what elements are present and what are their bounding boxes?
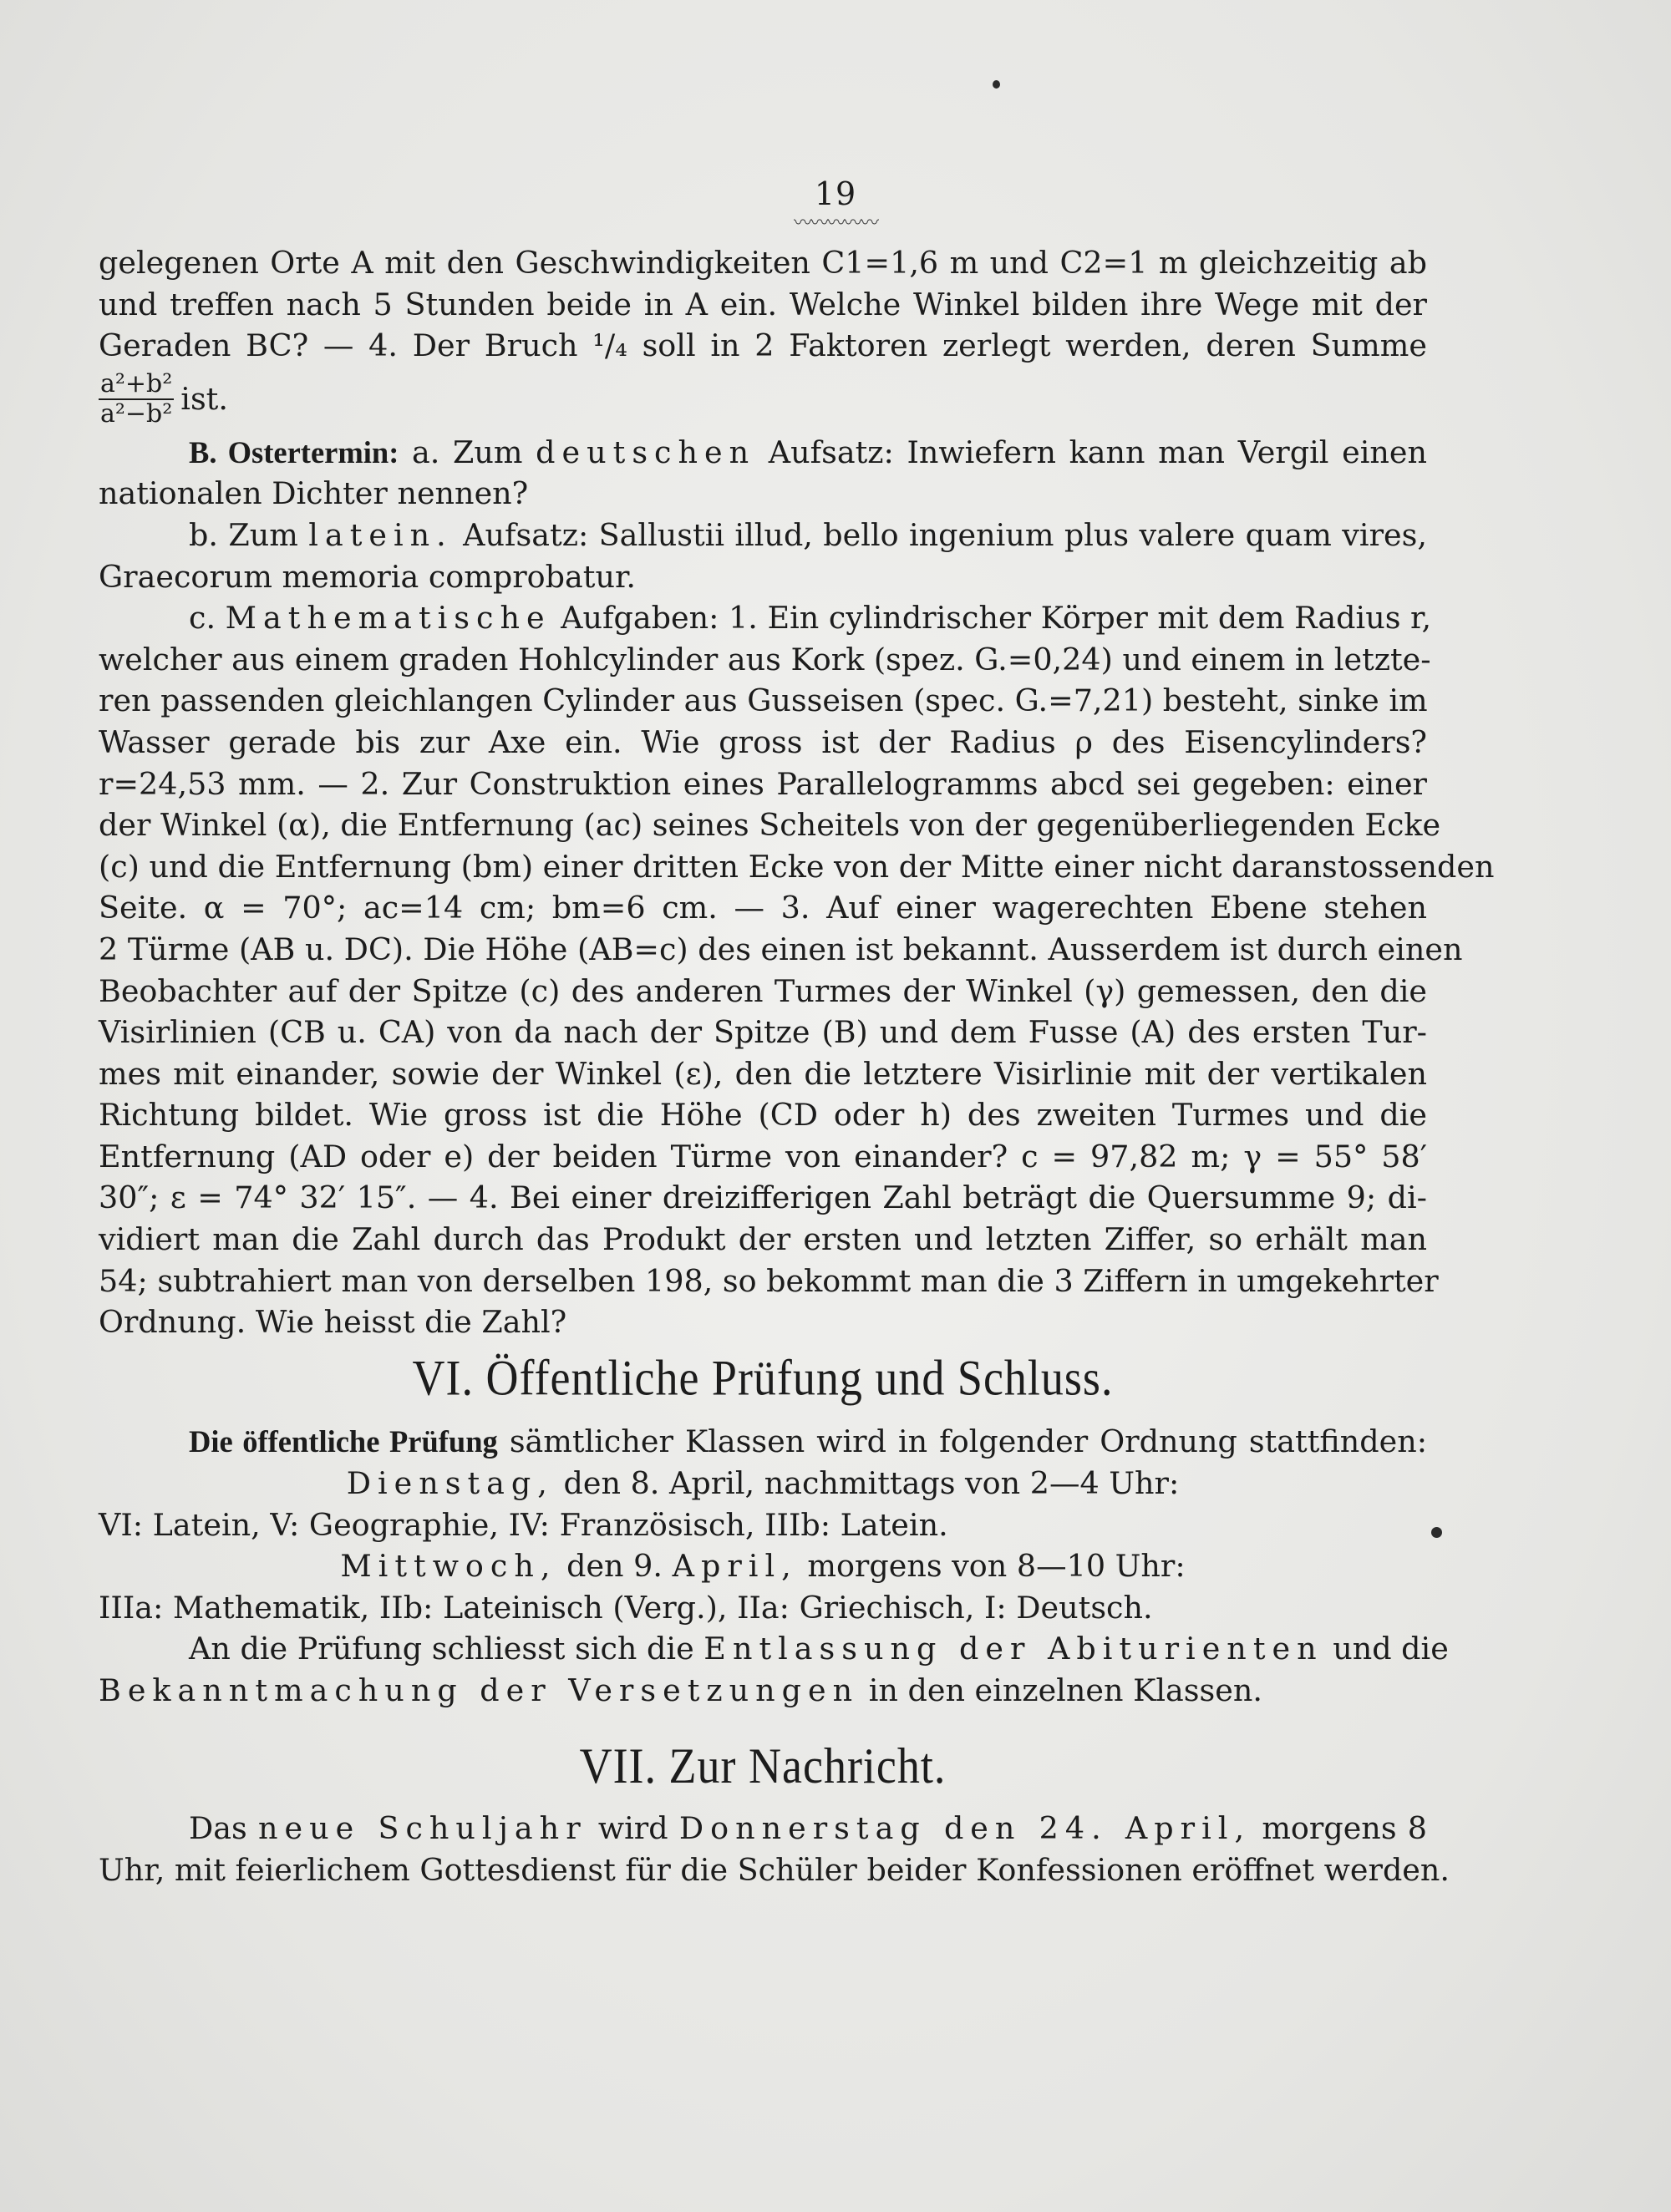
fraction-denominator: a²−b² [100,398,173,429]
spaced-word: Mathematische [225,600,551,637]
text-line: B. Ostertermin: a. Zum deutschen Aufsatz: Inwiefern kann man Vergil einen [189,434,1428,470]
text-line: Geraden BC? — 4. Der Bruch ¹/₄ soll in 2 Faktoren zerlegt werden, deren Summe [99,327,1427,364]
text-line: r=24,53 mm. — 2. Zur Construktion eines Parallelogramms abcd sei gegeben: einer [99,765,1427,802]
text-line: Uhr, mit feierlichem Gottesdienst für die Schüler beider Konfessionen eröffnet werden. [99,1851,1450,1888]
bold-phrase: Die öffentliche Prüfung [189,1424,498,1459]
schedule-subjects-2: IIIa: Mathematik, IIb: Lateinisch (Verg.), IIa: Griechisch, I: Deutsch. [99,1589,1153,1626]
fraction-numerator: a²+b² [100,368,173,398]
text-line: und treffen nach 5 Stunden beide in A ein. Welche Winkel bilden ihre Wege mit der [99,286,1427,322]
text-line: 54; subtrahiert man von derselben 198, so bekommt man die 3 Ziffern in umgekehrter [99,1262,1439,1299]
text-line: Richtung bildet. Wie gross ist die Höhe (CD oder h) des zweiten Turmes und die [99,1097,1427,1134]
text-line: welcher aus einem graden Hohlcylinder aus Kork (spez. G.=0,24) und einem in letzte- [99,641,1431,677]
fraction-suffix: ist. [180,380,228,417]
text-line: c. Mathematische Aufgaben: 1. Ein cylindrischer Körper mit dem Radius r, [189,600,1432,637]
spaced-word: April, [672,1548,798,1585]
ink-speck [1431,1527,1442,1538]
text-line: der Winkel (α), die Entfernung (ac) seines Scheitels von der gegenüberliegenden Ecke [99,807,1441,844]
text-line: gelegenen Orte A mit den Geschwindigkeiten C1=1,6 m und C2=1 m gleichzeitig ab [99,245,1427,281]
page-number-ornament: 〰〰〰〰〰 [793,213,877,234]
text-line: Entfernung (AD oder e) der beiden Türme von einander? c = 97,82 m; γ = 55° 58′ [99,1138,1427,1174]
text-line: Bekanntmachung der Versetzungen in den einzelnen Klassen. [99,1672,1262,1708]
schedule-day-2: Mittwoch, den 9. April, morgens von 8—10 Uhr: [340,1548,1186,1585]
fraction [99,370,174,429]
ostertermin-label: B. Ostertermin: [189,434,399,469]
spaced-word: neue Schuljahr [258,1810,587,1847]
text-line: vidiert man die Zahl durch das Produkt der ersten und letzten Ziffer, so erhält man [99,1221,1427,1258]
text-line: An die Prüfung schliesst sich die Entlassung der Abiturienten und die [189,1631,1449,1667]
spaced-word: Entlassung der Abiturienten [703,1631,1323,1667]
spaced-word: Mittwoch, [340,1548,557,1585]
text-line: Wasser gerade bis zur Axe ein. Wie gross ist der Radius ρ des Eisencylinders? [99,723,1427,760]
text-line: Visirlinien (CB u. CA) von da nach der Spitze (B) und dem Fusse (A) des ersten Tur- [99,1014,1427,1051]
page-number: 19 [814,175,857,212]
ink-speck [993,80,1000,89]
document-body [99,242,1495,1890]
spaced-word: Dienstag, [346,1465,554,1502]
text-line: ren passenden gleichlangen Cylinder aus Gusseisen (spec. G.=7,21) besteht, sinke im [99,682,1428,719]
fraction-line [99,367,1427,432]
text-line: Das neue Schuljahr wird Donnerstag den 24. April, morgens 8 [189,1810,1428,1847]
spaced-word: Bekanntmachung der Versetzungen [99,1672,860,1708]
spaced-word: deutschen [536,434,756,470]
schedule-day-1: Dienstag, den 8. April, nachmittags von 2—4 Uhr: [346,1465,1180,1502]
text-line: Seite. α = 70°; ac=14 cm; bm=6 cm. — 3. Auf einer wagerechten Ebene stehen [99,890,1427,926]
text-line: mes mit einander, sowie der Winkel (ε), den die letztere Visirlinie mit der vertikalen [99,1055,1427,1092]
text-line: Ordnung. Wie heisst die Zahl? [99,1304,567,1341]
section-heading-vi: VI. Öffentliche Prüfung und Schluss. [412,1349,1114,1406]
section-heading-vii: VII. Zur Nachricht. [579,1737,947,1793]
text-line: (c) und die Entfernung (bm) einer dritten Ecke von der Mitte einer nicht daranstossenden [99,848,1495,885]
spaced-word: latein. [308,516,453,553]
schedule-subjects-1: VI: Latein, V: Geographie, IV: Französisch, IIIb: Latein. [99,1506,948,1543]
text-line: Die öffentliche Prüfung sämtlicher Klassen wird in folgender Ordnung stattfinden: [189,1423,1428,1460]
text-line: nationalen Dichter nennen? [99,475,529,512]
text-line: Beobachter auf der Spitze (c) des anderen Turmes der Winkel (γ) gemessen, den die [99,972,1427,1009]
text-line: 30″; ε = 74° 32′ 15″. — 4. Bei einer dreizifferigen Zahl beträgt die Quersumme 9; di- [99,1180,1427,1216]
text-line: 2 Türme (AB u. DC). Die Höhe (AB=c) des einen ist bekannt. Ausserdem ist durch einen [99,931,1463,967]
text-line: Graecorum memoria comprobatur. [99,558,636,595]
spaced-word: Donnerstag den 24. April, [678,1810,1252,1847]
text-line: b. Zum latein. Aufsatz: Sallustii illud, bello ingenium plus valere quam vires, [189,516,1427,553]
